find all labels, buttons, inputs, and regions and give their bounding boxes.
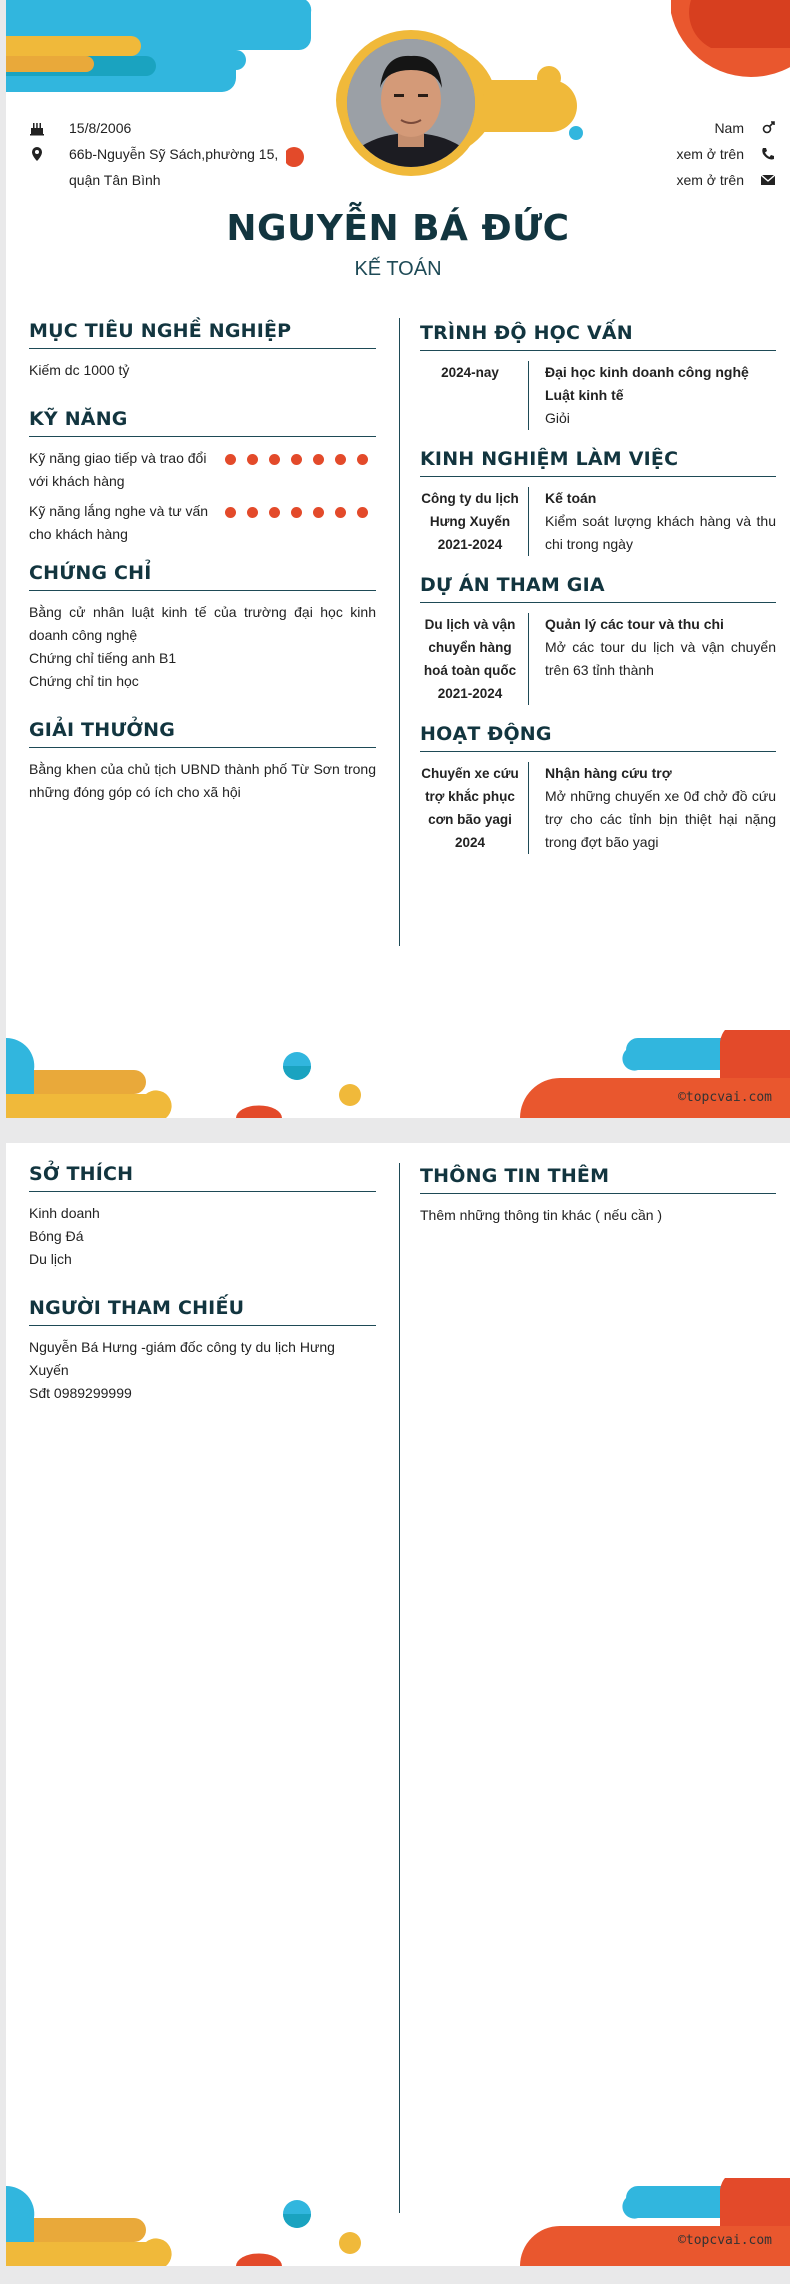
- cv-page-1: [6, 0, 790, 1118]
- column-divider: [399, 1163, 400, 2213]
- left-column: [29, 1163, 376, 1405]
- full-name: NGUYỄN BÁ ĐỨC: [226, 208, 570, 249]
- hobby-item: Kinh doanh: [29, 1205, 100, 1221]
- education-major: Luật kinh tế: [545, 387, 624, 403]
- section-projects: [420, 574, 776, 705]
- section-more-info: [420, 1165, 776, 1227]
- skill-label: Kỹ năng giao tiếp và trao đổi với khách hàng: [29, 450, 207, 489]
- decor-top-right: [671, 0, 790, 95]
- right-column: [420, 1165, 776, 1227]
- address-line-2: quận Tân Bình: [69, 172, 161, 188]
- projects-title: DỰ ÁN THAM GIA: [420, 574, 776, 603]
- objective-title: MỤC TIÊU NGHỀ NGHIỆP: [29, 320, 376, 349]
- decor-bottom-left: [6, 1030, 386, 1118]
- awards-title: GIẢI THƯỞNG: [29, 719, 376, 748]
- skill-item: [29, 500, 376, 546]
- cv-page-2: [6, 1143, 790, 2266]
- certificate-item: Chứng chỉ tin học: [29, 673, 139, 689]
- project-name: Du lịch và vận chuyển hàng hoá toàn quốc: [423, 617, 517, 678]
- job-title: KẾ TOÁN: [354, 258, 442, 280]
- address-row: [29, 141, 289, 193]
- left-column: [29, 320, 376, 804]
- section-certificates: [29, 562, 376, 693]
- section-activities: [420, 723, 776, 854]
- education-title: TRÌNH ĐỘ HỌC VẤN: [420, 322, 776, 351]
- decor-top-left: [6, 0, 316, 100]
- envelope-icon: [756, 170, 776, 190]
- more-info-text: Thêm những thông tin khác ( nếu cần ): [420, 1207, 663, 1223]
- experience-time: 2021-2024: [437, 537, 503, 552]
- hobby-item: Du lịch: [29, 1251, 72, 1267]
- right-column: [420, 322, 776, 858]
- experience-desc: Kiểm soát lượng khách hàng và thu chi trong ngày: [545, 513, 776, 552]
- phone-icon: [756, 144, 776, 164]
- section-objective: [29, 320, 376, 382]
- avatar: [336, 28, 486, 178]
- decor-bottom-right: [520, 2178, 790, 2266]
- experience-entry: [420, 487, 776, 556]
- birthday-row: [29, 115, 289, 141]
- more-info-title: THÔNG TIN THÊM: [420, 1165, 776, 1194]
- skills-title: KỸ NĂNG: [29, 408, 376, 437]
- gender-icon: [756, 118, 776, 138]
- activity-time: 2024: [454, 835, 486, 850]
- email-text: xem ở trên: [676, 172, 744, 188]
- activity-desc: Mở những chuyến xe 0đ chở đồ cứu trợ cho các tỉnh bịn thiệt hại nặng trong đợt bão yagi: [545, 788, 776, 850]
- project-role: Quản lý các tour và thu chi: [545, 616, 724, 632]
- section-references: [29, 1297, 376, 1405]
- watermark: ©topcvai.com: [678, 1090, 772, 1105]
- education-grade: Giỏi: [545, 410, 570, 426]
- awards-text: Bằng khen của chủ tịch UBND thành phố Từ Sơn trong những đóng góp có ích cho xã hội: [29, 761, 376, 800]
- experience-company: Công ty du lịch Hưng Xuyến: [421, 491, 519, 529]
- project-desc: Mở các tour du lịch và vận chuyển trên 63 tỉnh thành: [545, 639, 776, 678]
- certificate-item: Chứng chỉ tiếng anh B1: [29, 650, 177, 666]
- references-title: NGƯỜI THAM CHIẾU: [29, 1297, 376, 1326]
- education-entry: [420, 361, 776, 430]
- watermark: ©topcvai.com: [678, 2233, 772, 2248]
- skill-rating: [225, 507, 368, 518]
- project-entry: [420, 613, 776, 705]
- section-hobbies: [29, 1163, 376, 1271]
- contact-left: [29, 115, 289, 193]
- contact-right: [606, 115, 776, 193]
- section-experience: [420, 448, 776, 556]
- gender-text: Nam: [714, 120, 744, 136]
- certificate-item: Bằng cử nhân luật kinh tế của trường đại học kinh doanh công nghệ: [29, 604, 376, 643]
- location-pin-icon: [29, 144, 49, 164]
- reference-line-1: Nguyễn Bá Hưng -giám đốc công ty du lịch Hưng Xuyến: [29, 1339, 335, 1378]
- experience-position: Kế toán: [545, 490, 597, 506]
- birthday-text: 15/8/2006: [69, 120, 132, 136]
- objective-text: Kiếm dc 1000 tỷ: [29, 362, 130, 378]
- activity-entry: [420, 762, 776, 854]
- hobby-item: Bóng Đá: [29, 1228, 84, 1244]
- hobbies-title: SỞ THÍCH: [29, 1163, 376, 1192]
- activity-name: Chuyến xe cứu trợ khắc phục cơn bão yagi: [421, 766, 519, 827]
- activity-role: Nhận hàng cứu trợ: [545, 765, 672, 781]
- address-line-1: 66b-Nguyễn Sỹ Sách,phường 15,: [69, 146, 279, 162]
- column-divider: [399, 318, 400, 946]
- skill-item: [29, 447, 376, 493]
- phone-text: xem ở trên: [676, 146, 744, 162]
- skill-label: Kỹ năng lắng nghe và tư vấn cho khách hàng: [29, 503, 209, 542]
- certificates-title: CHỨNG CHỈ: [29, 562, 376, 591]
- education-time: 2024-nay: [441, 365, 499, 380]
- decor-bottom-left: [6, 2178, 386, 2266]
- project-time: 2021-2024: [437, 686, 503, 701]
- experience-title: KINH NGHIỆM LÀM VIỆC: [420, 448, 776, 477]
- reference-line-2: Sđt 0989299999: [29, 1385, 132, 1401]
- birthday-cake-icon: [29, 118, 49, 138]
- skill-rating: [225, 454, 368, 465]
- education-school: Đại học kinh doanh công nghệ: [545, 364, 749, 380]
- section-awards: [29, 719, 376, 804]
- activities-title: HOẠT ĐỘNG: [420, 723, 776, 752]
- section-skills: [29, 408, 376, 546]
- section-education: [420, 322, 776, 430]
